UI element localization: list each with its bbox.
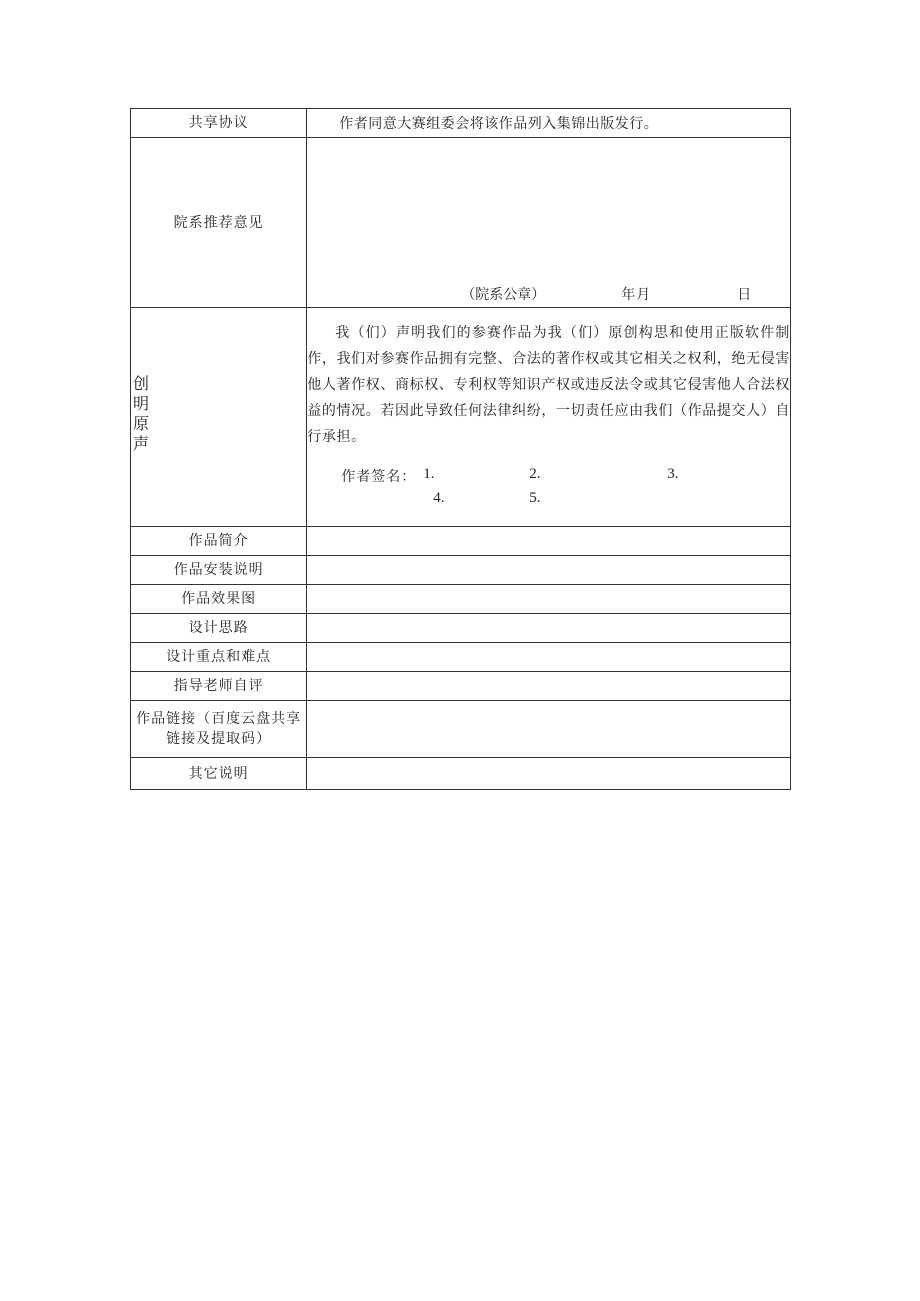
signature-label: 作者签名：: [341, 468, 417, 485]
effect-image-label: 作品效果图: [131, 585, 307, 614]
row-effect-image: [131, 585, 791, 614]
signature-slot-4[interactable]: 4.: [433, 489, 445, 506]
key-difficulties-field[interactable]: [307, 643, 791, 672]
year-month-text: 年月: [621, 287, 652, 303]
advisor-review-field[interactable]: [307, 672, 791, 701]
other-notes-label: 其它说明: [131, 758, 307, 790]
row-install-guide: [131, 556, 791, 585]
signature-slot-2[interactable]: 2.: [529, 465, 541, 482]
share-agreement-label: 共享协议: [131, 109, 307, 138]
declaration-cell: [307, 308, 791, 527]
row-work-intro: [131, 527, 791, 556]
design-idea-label: 设计思路: [131, 614, 307, 643]
row-key-difficulties: [131, 643, 791, 672]
share-agreement-cell: [307, 109, 791, 138]
install-guide-field[interactable]: [307, 556, 791, 585]
entry-form-table: [130, 108, 791, 790]
signature-slot-1[interactable]: 1.: [423, 465, 435, 482]
work-link-field[interactable]: [307, 701, 791, 758]
row-share-agreement: [131, 109, 791, 138]
recommendation-label: 院系推荐意见: [131, 138, 307, 308]
row-declaration: [131, 308, 791, 527]
install-guide-label: 作品安装说明: [131, 556, 307, 585]
design-idea-field[interactable]: [307, 614, 791, 643]
share-agreement-text: 作者同意大赛组委会将该作品列入集锦出版发行。: [339, 116, 659, 132]
row-other-notes: [131, 758, 791, 790]
other-notes-field[interactable]: [307, 758, 791, 790]
day-text: 日: [737, 287, 752, 303]
work-link-label: 作品链接（百度云盘共享链接及提取码）: [131, 701, 307, 758]
row-work-link: [131, 701, 791, 758]
department-seal-text: （院系公章）: [461, 287, 546, 303]
work-intro-label: 作品简介: [131, 527, 307, 556]
signature-slot-3[interactable]: 3.: [667, 465, 679, 482]
work-intro-field[interactable]: [307, 527, 791, 556]
effect-image-field[interactable]: [307, 585, 791, 614]
signature-slot-5[interactable]: 5.: [529, 489, 541, 506]
key-difficulties-label: 设计重点和难点: [131, 643, 307, 672]
declaration-label-cell: [131, 308, 307, 527]
declaration-text: 我（们）声明我们的参赛作品为我（们）原创构思和使用正版软件制作，我们对参赛作品拥有完整、合法的著作权或其它相关之权利，绝无侵害他人著作权、商标权、专利权等知识产权或违反法令或其它侵害他人合法权益的情况。若因此导致任何法律纠纷，一切责任应由我们（作品提交人）自行承担。: [307, 324, 790, 445]
row-design-idea: [131, 614, 791, 643]
row-advisor-review: [131, 672, 791, 701]
advisor-review-label: 指导老师自评: [131, 672, 307, 701]
row-recommendation: [131, 138, 791, 308]
recommendation-field[interactable]: [307, 138, 791, 308]
declaration-label: 创明原声: [133, 374, 150, 453]
signature-block: [307, 462, 790, 518]
seal-date-line: [457, 285, 777, 305]
